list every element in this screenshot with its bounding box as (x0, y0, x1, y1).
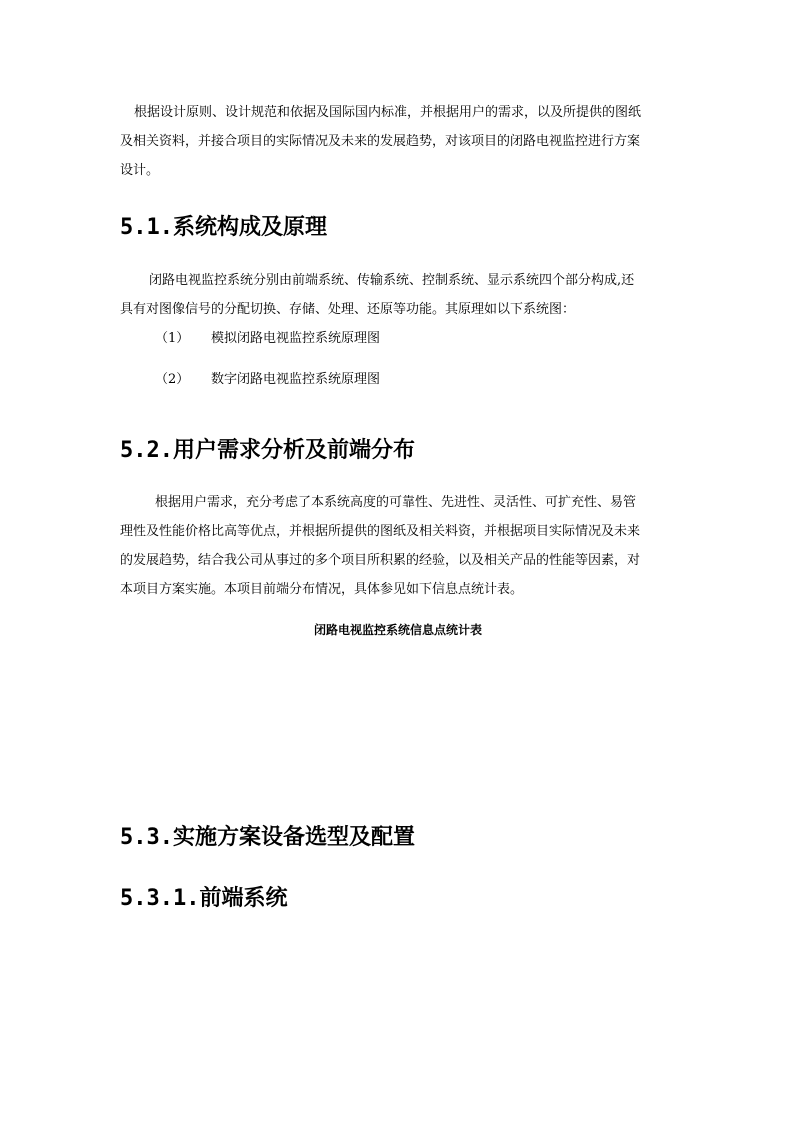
intro-line: 设计。 (120, 163, 160, 178)
section-heading-5-2 (120, 435, 415, 466)
paragraph-line: 具有对图像信号的分配切换、存储、处理、还原等功能。其原理如以下系统图： (120, 302, 576, 317)
list-label: 模拟闭路电视监控系统原理图 (211, 331, 381, 346)
list-label: 数字闭路电视监控系统原理图 (211, 372, 381, 387)
section-heading-5-1 (120, 212, 327, 243)
section-number: 5.2. (120, 438, 173, 463)
section-title: 实施方案设备选型及配置 (172, 824, 415, 850)
paragraph-line: 根据用户需求，充分考虑了本系统高度的可靠性、先进性、灵活性、可扩充性、易管 (155, 495, 637, 510)
list-marker: （2） (155, 372, 190, 387)
section-number: 5.3.1. (120, 886, 200, 911)
section-title: 用户需求分析及前端分布 (172, 437, 415, 463)
intro-line: 根据设计原则、设计规范和依据及国际国内标准，并根据用户的需求，以及所提供的图纸 (134, 105, 642, 120)
section-title: 系统构成及原理 (172, 214, 327, 240)
section-heading-5-3 (120, 822, 415, 853)
paragraph-line: 理性及性能价格比高等优点，并根据所提供的图纸及相关料资，并根据项目实际情况及未来 (120, 524, 641, 539)
section-number: 5.3. (120, 825, 173, 850)
list-item (155, 329, 380, 349)
section-number: 5.1. (120, 215, 173, 240)
section-title: 前端系统 (199, 885, 288, 911)
paragraph-line: 的发展趋势，结合我公司从事过的多个项目所积累的经验，以及相关产品的性能等因素，对 (120, 553, 641, 568)
intro-paragraph (120, 98, 676, 185)
paragraph-line: 闭路电视监控系统分别由前端系统、传输系统、控制系统、显示系统四个部分构成,还 (149, 273, 635, 288)
intro-line: 及相关资料，并接合项目的实际情况及未来的发展趋势，对该项目的闭路电视监控进行方案 (120, 134, 641, 149)
section-5-1-paragraph (120, 266, 676, 324)
list-marker: （1） (155, 331, 190, 346)
section-heading-5-3-1 (120, 883, 288, 914)
list-item (155, 370, 380, 390)
section-5-2-paragraph (120, 488, 676, 604)
table-caption: 闭路电视监控系统信息点统计表 (313, 623, 482, 637)
paragraph-line: 本项目方案实施。本项目前端分布情况，具体参见如下信息点统计表。 (120, 582, 524, 597)
